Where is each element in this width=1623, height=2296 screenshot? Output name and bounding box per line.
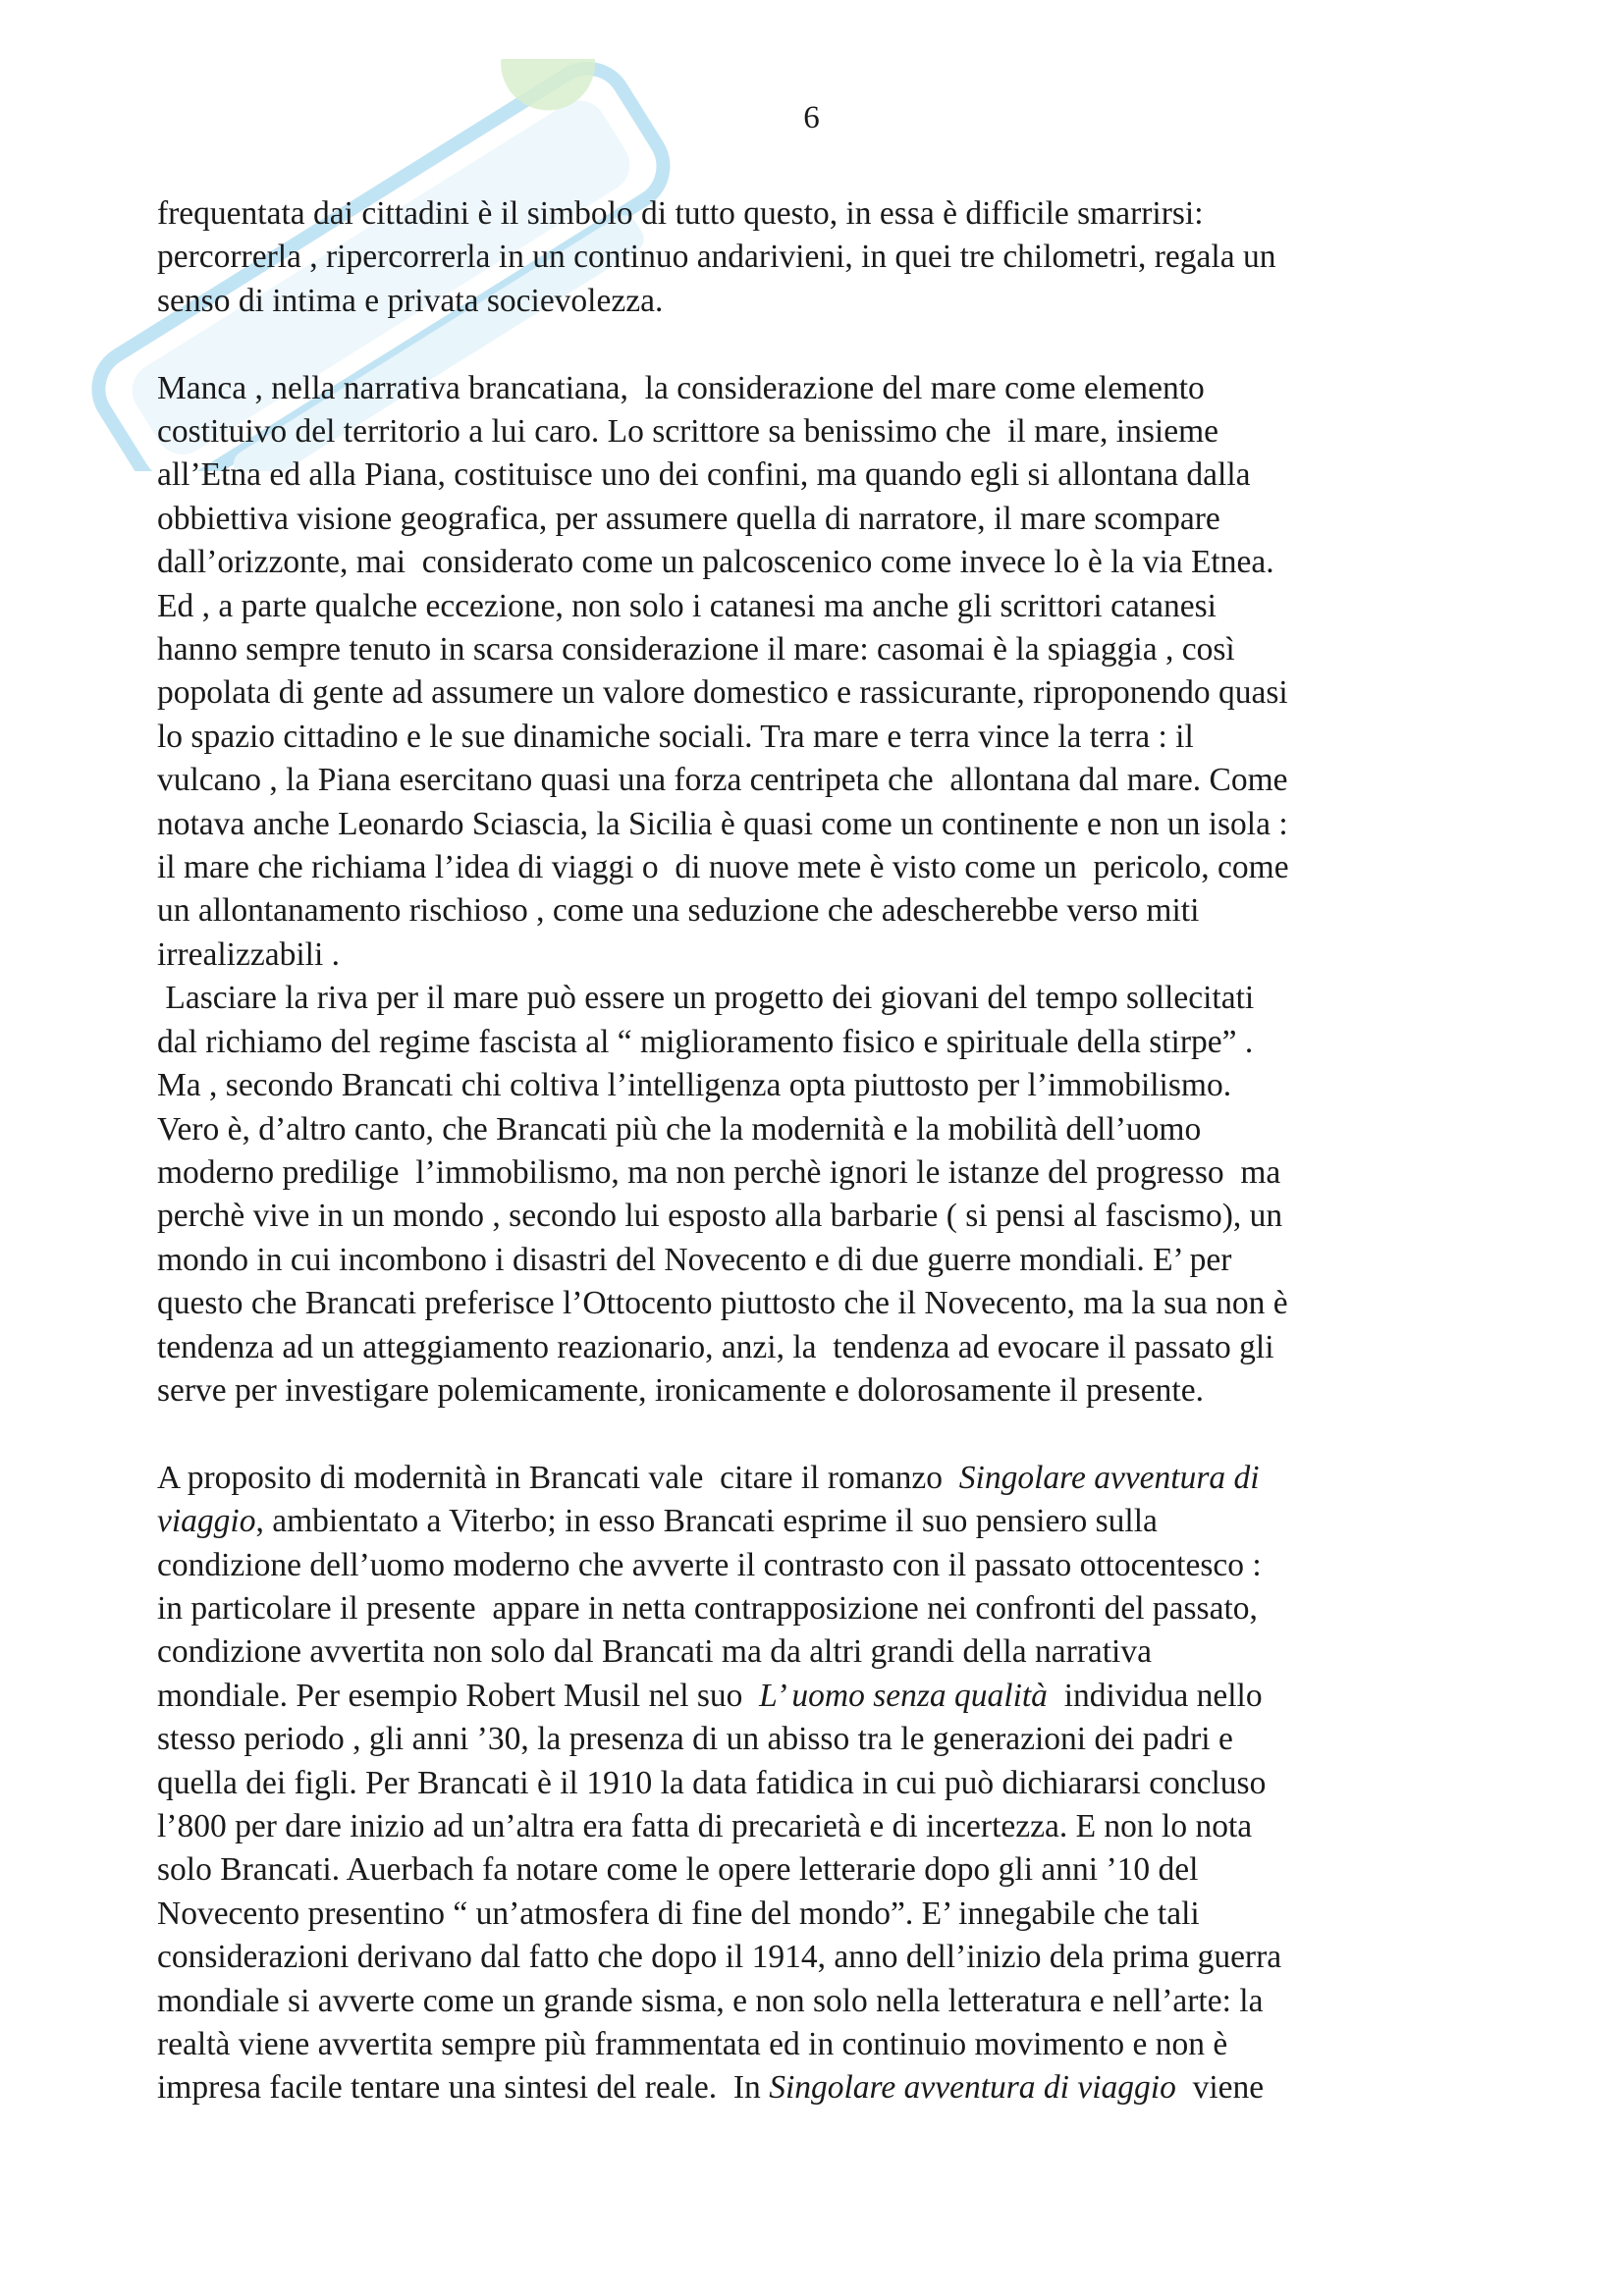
text-segment: l’800 per dare inizio ad un’altra era fatta di precarietà e di incertezza. E non lo nota (157, 1808, 1253, 1844)
text-segment: Novecento presentino “ un’atmosfera di fine del mondo”. E’ innegabile che tali (157, 1895, 1200, 1932)
text-segment: condizione dell’uomo moderno che avverte il contrasto con il passato ottocentesco : (157, 1546, 1262, 1583)
text-segment: impresa facile tentare una sintesi del reale. In (157, 2069, 770, 2107)
page-number: 6 (803, 100, 820, 135)
text-segment: quella dei figli. Per Brancati è il 1910 la data fatidica in cui può dichiararsi concluso (157, 1764, 1267, 1801)
text-line (157, 1675, 1492, 1718)
text-segment: in particolare il presente appare in netta contrapposizione nei confronti del passato, (157, 1589, 1258, 1627)
text-line: Ma , secondo Brancati chi coltiva l’intelligenza opta piuttosto per l’immobilismo. (157, 1067, 1232, 1104)
text-line (157, 1587, 1492, 1630)
document-body (157, 192, 1492, 2110)
italic-title: Singolare avventura di viaggio (769, 2069, 1176, 2107)
text-line (157, 1893, 1492, 1936)
text-line: un allontanamento rischioso , come una seduzione che adescherebbe verso miti (157, 892, 1200, 930)
text-line (157, 1980, 1492, 2023)
text-line: notava anche Leonardo Sciascia, la Sicilia è quasi come un continente e non un isola : (157, 805, 1288, 842)
text-line (157, 1544, 1492, 1587)
text-line: obbiettiva visione geografica, per assumere quella di narratore, il mare scompare (157, 500, 1220, 537)
italic-title: Singolare avventura di (958, 1459, 1260, 1496)
text-line (157, 1718, 1492, 1761)
text-line (157, 2066, 1492, 2109)
text-line: lo spazio cittadino e le sue dinamiche sociali. Tra mare e terra vince la terra : il (157, 718, 1194, 755)
text-line: serve per investigare polemicamente, ironicamente e dolorosamente il presente. (157, 1371, 1204, 1409)
text-line (157, 1936, 1492, 1979)
text-line: costituivo del territorio a lui caro. Lo scrittore sa benissimo che il mare, insieme (157, 413, 1218, 451)
text-segment: condizione avvertita non solo dal Brancati ma da altri grandi della narrativa (157, 1633, 1152, 1671)
text-line: senso di intima e privata socievolezza. (157, 282, 664, 319)
text-segment: mondiale. Per esempio Robert Musil nel suo (157, 1677, 760, 1714)
text-line (157, 1848, 1492, 1892)
paragraph-1 (157, 192, 1492, 323)
text-line: popolata di gente ad assumere un valore domestico e rassicurante, riproponendo quasi (157, 674, 1288, 712)
text-line: all’Etna ed alla Piana, costituisce uno dei confini, ma quando egli si allontana dalla (157, 456, 1251, 494)
text-segment: stesso periodo , gli anni ’30, la presenza di un abisso tra le generazioni dei padri e (157, 1721, 1233, 1758)
paragraph-3 (157, 1457, 1492, 2110)
text-line (157, 1630, 1492, 1674)
text-line: Manca , nella narrativa brancatiana, la considerazione del mare come elemento (157, 369, 1205, 406)
text-line: Ed , a parte qualche eccezione, non solo i catanesi ma anche gli scrittori catanesi (157, 587, 1217, 624)
text-line (157, 1457, 1492, 1500)
text-segment: realtà viene avvertita sempre più frammentata ed in continuio movimento e non è (157, 2026, 1228, 2063)
text-line: questo che Brancati preferisce l’Ottocento piuttosto che il Novecento, ma la sua non è (157, 1285, 1288, 1322)
text-segment: solo Brancati. Auerbach fa notare come le opere letterarie dopo gli anni ’10 del (157, 1851, 1199, 1889)
text-segment: considerazioni derivano dal fatto che dopo il 1914, anno dell’inizio dela prima guerra (157, 1939, 1282, 1976)
text-line: irrealizzabili . (157, 935, 341, 973)
text-segment: A proposito di modernità in Brancati vale citare il romanzo (157, 1459, 959, 1496)
text-segment: viene (1175, 2069, 1265, 2107)
text-line (157, 1762, 1492, 1805)
text-line: percorrerla , ripercorrerla in un continuo andarivieni, in quei tre chilometri, regala un (157, 239, 1276, 276)
text-line: frequentata dai cittadini è il simbolo di tutto questo, in essa è difficile smarrirsi: (157, 195, 1204, 232)
italic-title: viaggio (157, 1503, 256, 1540)
text-line: dall’orizzonte, mai considerato come un palcoscenico come invece lo è la via Etnea. (157, 544, 1274, 581)
text-segment: , ambientato a Viterbo; in esso Brancati esprime il suo pensiero sulla (255, 1503, 1158, 1540)
italic-title: L’ uomo senza qualità (759, 1677, 1048, 1714)
text-line: dal richiamo del regime fascista al “ miglioramento fisico e spirituale della stirpe” . (157, 1023, 1254, 1060)
text-line: moderno predilige l’immobilismo, ma non perchè ignori le istanze del progresso ma (157, 1153, 1281, 1191)
text-line: Lasciare la riva per il mare può essere un progetto dei giovani del tempo sollecitati (157, 980, 1255, 1017)
text-line: perchè vive in un mondo , secondo lui esposto alla barbarie ( si pensi al fascismo), un (157, 1198, 1283, 1235)
text-line: Vero è, d’altro canto, che Brancati più che la modernità e la mobilità dell’uomo (157, 1110, 1202, 1148)
text-line: il mare che richiama l’idea di viaggi o di nuove mete è visto come un pericolo, come (157, 849, 1289, 886)
text-line: mondo in cui incombono i disastri del Novecento e di due guerre mondiali. E’ per (157, 1241, 1232, 1278)
text-line: hanno sempre tenuto in scarsa considerazione il mare: casomai è la spiaggia , così (157, 631, 1235, 668)
text-line: vulcano , la Piana esercitano quasi una forza centripeta che allontana dal mare. Come (157, 762, 1288, 799)
text-segment: individua nello (1047, 1677, 1263, 1714)
paragraph-2 (157, 367, 1492, 1414)
text-line (157, 2023, 1492, 2066)
text-line: tendenza ad un atteggiamento reazionario, anzi, la tendenza ad evocare il passato gli (157, 1328, 1274, 1365)
text-segment: mondiale si avverte come un grande sisma, e non solo nella letteratura e nell’arte: la (157, 1982, 1264, 2019)
text-line (157, 1500, 1492, 1543)
text-line (157, 1805, 1492, 1848)
